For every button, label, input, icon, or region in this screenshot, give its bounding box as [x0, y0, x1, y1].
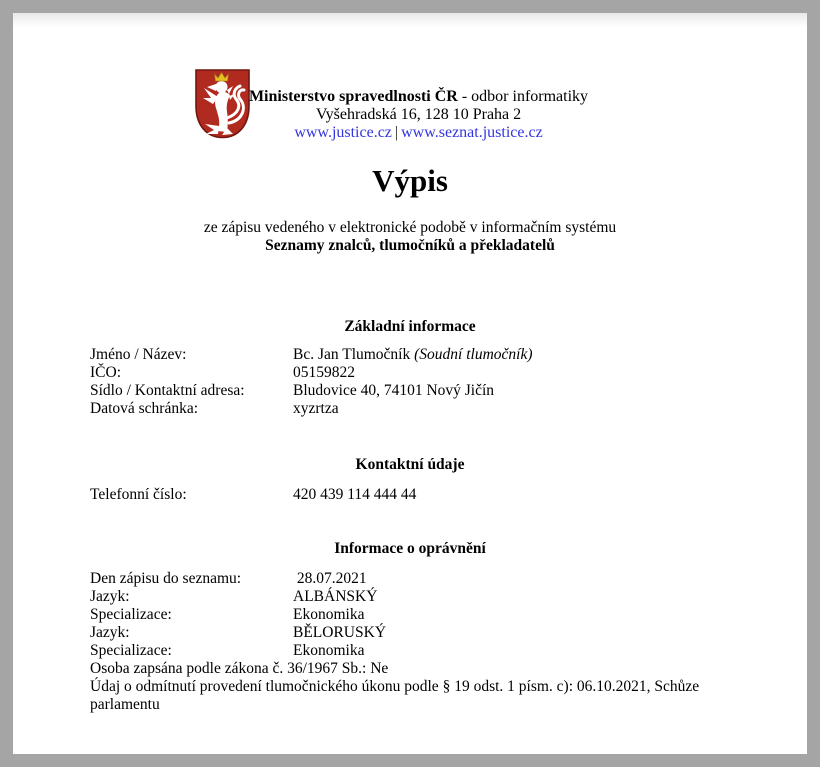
row-value: Ekonomika [293, 606, 365, 623]
row-label: Den zápisu do seznamu: [90, 570, 242, 587]
table-row [90, 486, 752, 504]
document-subtitle [13, 219, 807, 255]
link-separator: | [394, 124, 399, 141]
row-label: Specializace: [90, 642, 172, 659]
row-label: Datová schránka: [90, 400, 199, 417]
ministry-department: - odbor informatiky [457, 88, 589, 105]
seznam-justice-link[interactable]: www.seznat.justice.cz [401, 124, 543, 141]
subtitle-line-2: Seznamy znalců, tlumočníků a překladatelů [265, 237, 555, 254]
document-title: Výpis [372, 163, 448, 198]
row-value-note: (Soudní tlumočník) [414, 346, 533, 363]
row-label: IČO: [90, 364, 121, 381]
row-label: Jazyk: [90, 588, 130, 605]
row-value: ALBÁNSKÝ [293, 588, 378, 605]
table-row [90, 642, 752, 660]
ministry-header [30, 88, 807, 142]
justice-link[interactable]: www.justice.cz [294, 124, 392, 141]
section-heading-authorization: Informace o oprávnění [334, 540, 486, 557]
row-label: Jméno / Název: [90, 346, 187, 363]
table-row [90, 400, 752, 418]
row-label: Jazyk: [90, 624, 130, 641]
row-label: Sídlo / Kontaktní adresa: [90, 382, 245, 399]
statute-registration-line: Osoba zapsána podle zákona č. 36/1967 Sb.: Ne [90, 660, 389, 677]
table-row [90, 382, 752, 400]
row-value: 05159822 [293, 364, 355, 381]
basic-info-rows [90, 346, 752, 418]
row-value: 28.07.2021 [293, 570, 367, 587]
table-row [90, 624, 752, 642]
refusal-record-line: Údaj o odmítnutí provedení tlumočnického úkonu podle § 19 odst. 1 písm. c): 06.10.2021, Schůze parlamentu [90, 678, 700, 713]
section-heading-basic-info: Základní informace [344, 318, 476, 335]
subtitle-line-1: ze zápisu vedeného v elektronické podobě v informačním systému [203, 219, 617, 236]
row-label: Telefonní číslo: [90, 486, 187, 503]
row-value: xyzrtza [293, 400, 339, 417]
page-top-shadow [13, 13, 807, 27]
row-value: Ekonomika [293, 642, 365, 659]
table-row [90, 364, 752, 382]
table-row [90, 570, 752, 588]
row-value: Bludovice 40, 74101 Nový Jičín [293, 382, 495, 399]
ministry-links [30, 124, 807, 142]
row-value: 420 439 114 444 44 [293, 486, 417, 503]
section-heading-contact: Kontaktní údaje [355, 456, 465, 473]
row-label: Specializace: [90, 606, 172, 623]
row-value: Bc. Jan Tlumočník (Soudní tlumočník) [293, 346, 533, 363]
table-row [90, 606, 752, 624]
table-row [90, 588, 752, 606]
ministry-name-line [30, 88, 807, 106]
ministry-address: Vyšehradská 16, 128 10 Praha 2 [315, 106, 522, 123]
contact-rows [90, 486, 752, 504]
row-value: BĚLORUSKÝ [293, 624, 387, 641]
ministry-name: Ministerstvo spravedlnosti ČR [248, 88, 458, 105]
authorization-rows [90, 570, 752, 714]
table-row [90, 346, 752, 364]
